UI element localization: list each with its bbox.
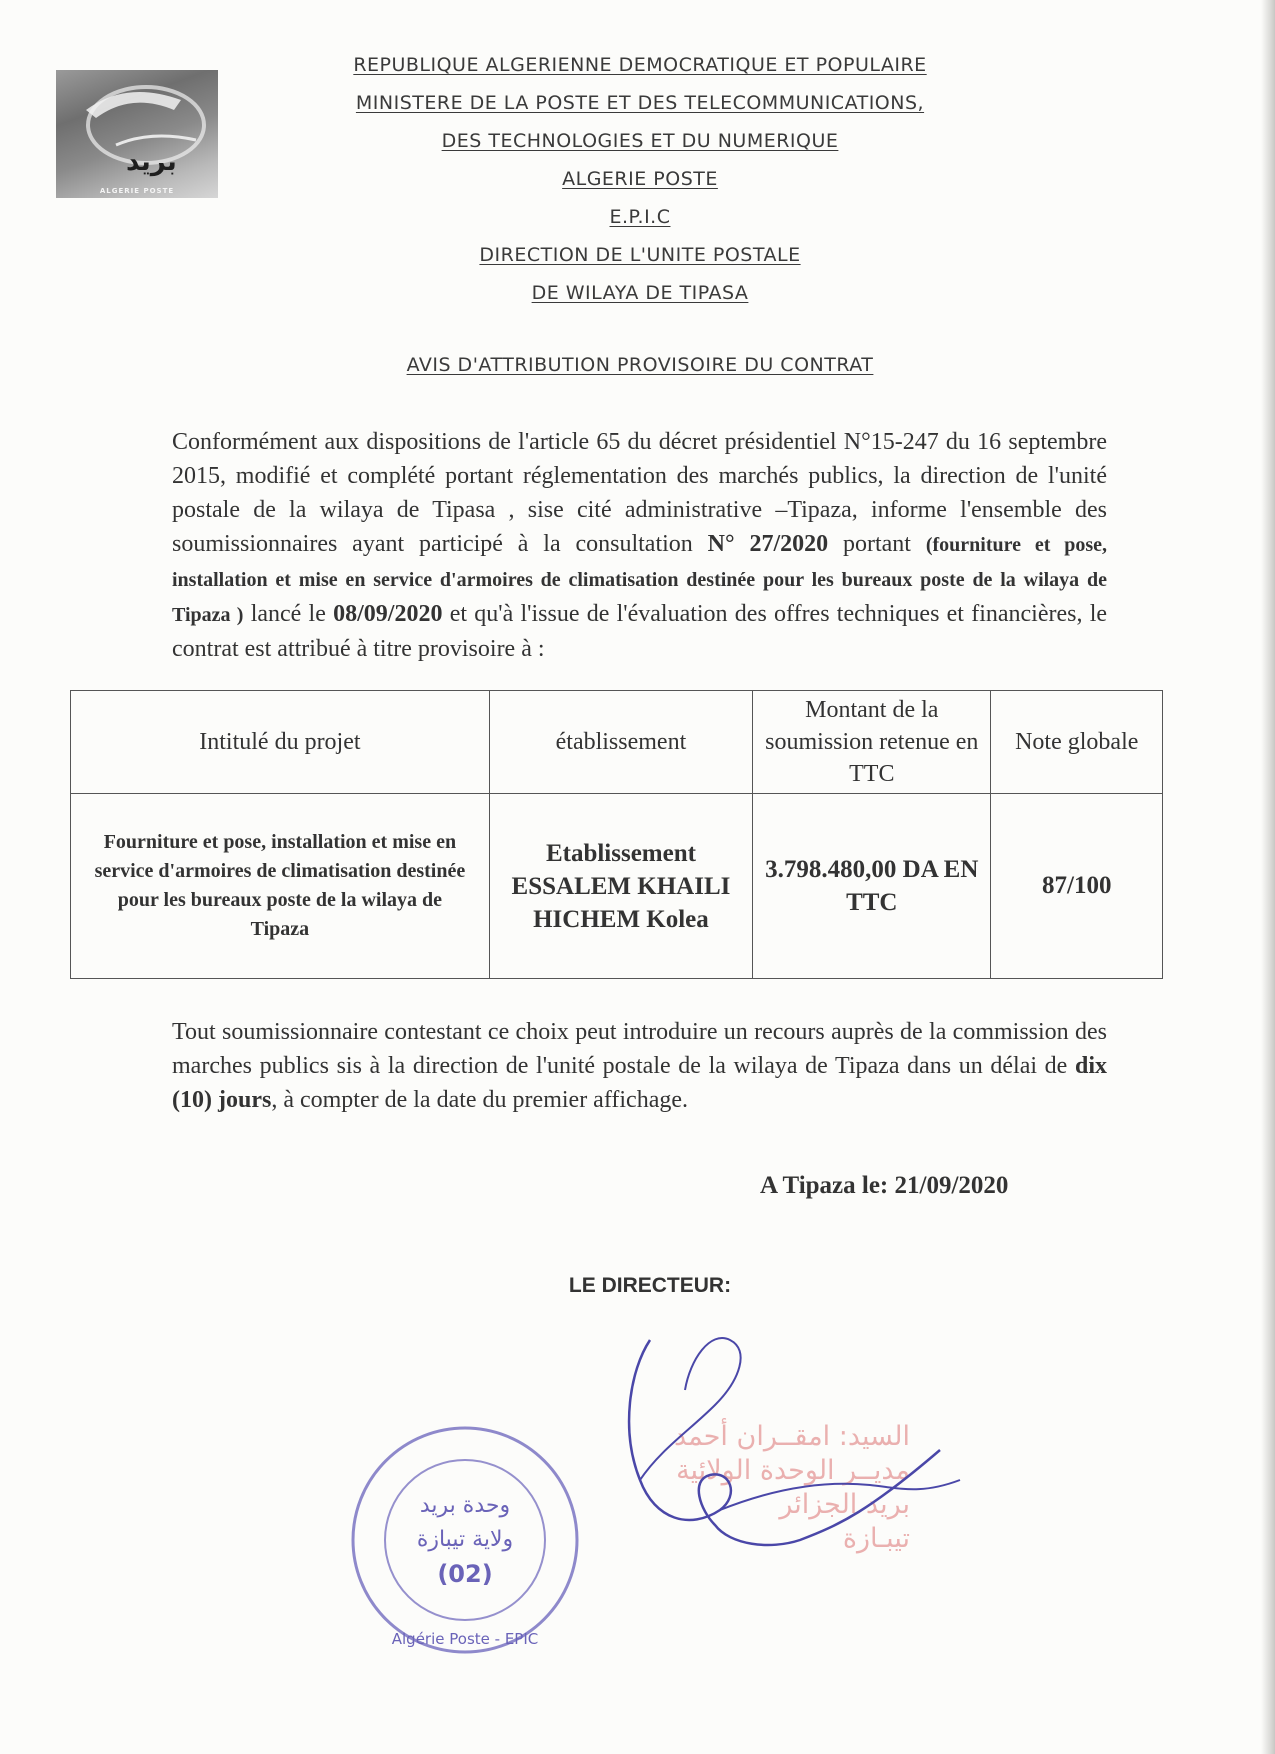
letterhead-line: DE WILAYA DE TIPASA — [531, 282, 749, 304]
intro-text: portant — [842, 531, 911, 557]
letterhead-line: MINISTERE DE LA POSTE ET DES TELECOMMUNICATIONS, — [355, 92, 925, 114]
intro-text: lancé le — [250, 601, 326, 627]
svg-text:(02): (02) — [437, 1560, 493, 1588]
svg-text:وحدة بريد: وحدة بريد — [419, 1493, 511, 1518]
cell-project: Fourniture et pose, installation et mise en service d'armoires de climatisation destinée pour les bureaux poste de la wilaya de Tipaza — [71, 794, 490, 979]
page-edge — [1261, 0, 1275, 1754]
place-date: A Tipaza le: 21/09/2020 — [760, 1172, 1009, 1199]
header-project: Intitulé du projet — [71, 691, 490, 794]
logo-caption: ALGERIE POSTE — [99, 187, 175, 195]
letterhead-line: ALGERIE POSTE — [562, 168, 718, 190]
header-amount: Montant de la soumission retenue en TTC — [753, 691, 991, 794]
letterhead — [300, 50, 980, 316]
notice-title: AVIS D'ATTRIBUTION PROVISOIRE DU CONTRAT — [406, 354, 874, 376]
cell-establishment: Etablissement ESSALEM KHAILI HICHEM Kolea — [489, 794, 752, 979]
table-header-row — [71, 691, 1163, 794]
appeal-delay: dix (10) jours — [172, 1053, 1108, 1113]
header-establishment: établissement — [489, 691, 752, 794]
svg-text:ولاية تيبازة: ولاية تيبازة — [416, 1527, 514, 1552]
director-signature — [540, 1310, 990, 1640]
letterhead-line: E.P.I.C — [609, 206, 671, 228]
letterhead-line: DIRECTION DE L'UNITE POSTALE — [479, 244, 801, 266]
cell-amount: 3.798.480,00 DA EN TTC — [753, 794, 991, 979]
svg-text:Algérie Poste - EPIC: Algérie Poste - EPIC — [391, 1630, 539, 1648]
logo-graphic — [56, 70, 218, 198]
appeal-paragraph — [172, 1015, 1107, 1117]
launch-date: 08/09/2020 — [333, 601, 443, 627]
intro-paragraph — [172, 425, 1107, 666]
logo-arabic-word: بريد — [126, 147, 177, 177]
letterhead-line: DES TECHNOLOGIES ET DU NUMERIQUE — [441, 130, 839, 152]
consultation-number: N° 27/2020 — [707, 531, 829, 557]
consultation-object: (fourniture et pose, installation et mise en service d'armoires de climatisation destinée pour les bureaux poste de la wilaya de Tipaza ) — [172, 534, 1108, 626]
cell-score: 87/100 — [991, 794, 1163, 979]
intro-text: Conformément aux dispositions de l'article 65 du décret présidentiel N°15-247 du 16 septembre 2015, modifié et complété portant réglementation des marchés publics, la direction de l'unité postale de la wilaya de Tipasa , sise cité administrative –Tipaza, informe l'ensemble des soumissionnaires ayant participé à la consultation — [172, 429, 1107, 557]
award-table — [70, 690, 1163, 979]
header-score: Note globale — [991, 691, 1163, 794]
appeal-text: , à compter de la date du premier affichage. — [271, 1087, 689, 1113]
signatory-title: LE DIRECTEUR: — [568, 1274, 732, 1297]
director-name-stamp: السيد: امقــران أحمد مديــر الوحدة الولائية بريد الجزائر تيبـازة — [673, 1421, 910, 1554]
appeal-text: Tout soumissionnaire contestant ce choix peut introduire un recours auprès de la commission des marches publics sis à la direction de l'unité postale de la wilaya de Tipaza dans un délai de — [172, 1019, 1107, 1079]
table-row — [71, 794, 1163, 979]
algerie-poste-logo — [56, 70, 218, 198]
intro-text: et qu'à l'issue de l'évaluation des offres techniques et financières, le contrat est attribué à titre provisoire à : — [172, 601, 1108, 662]
letterhead-line: REPUBLIQUE ALGERIENNE DEMOCRATIQUE ET POPULAIRE — [353, 54, 927, 76]
